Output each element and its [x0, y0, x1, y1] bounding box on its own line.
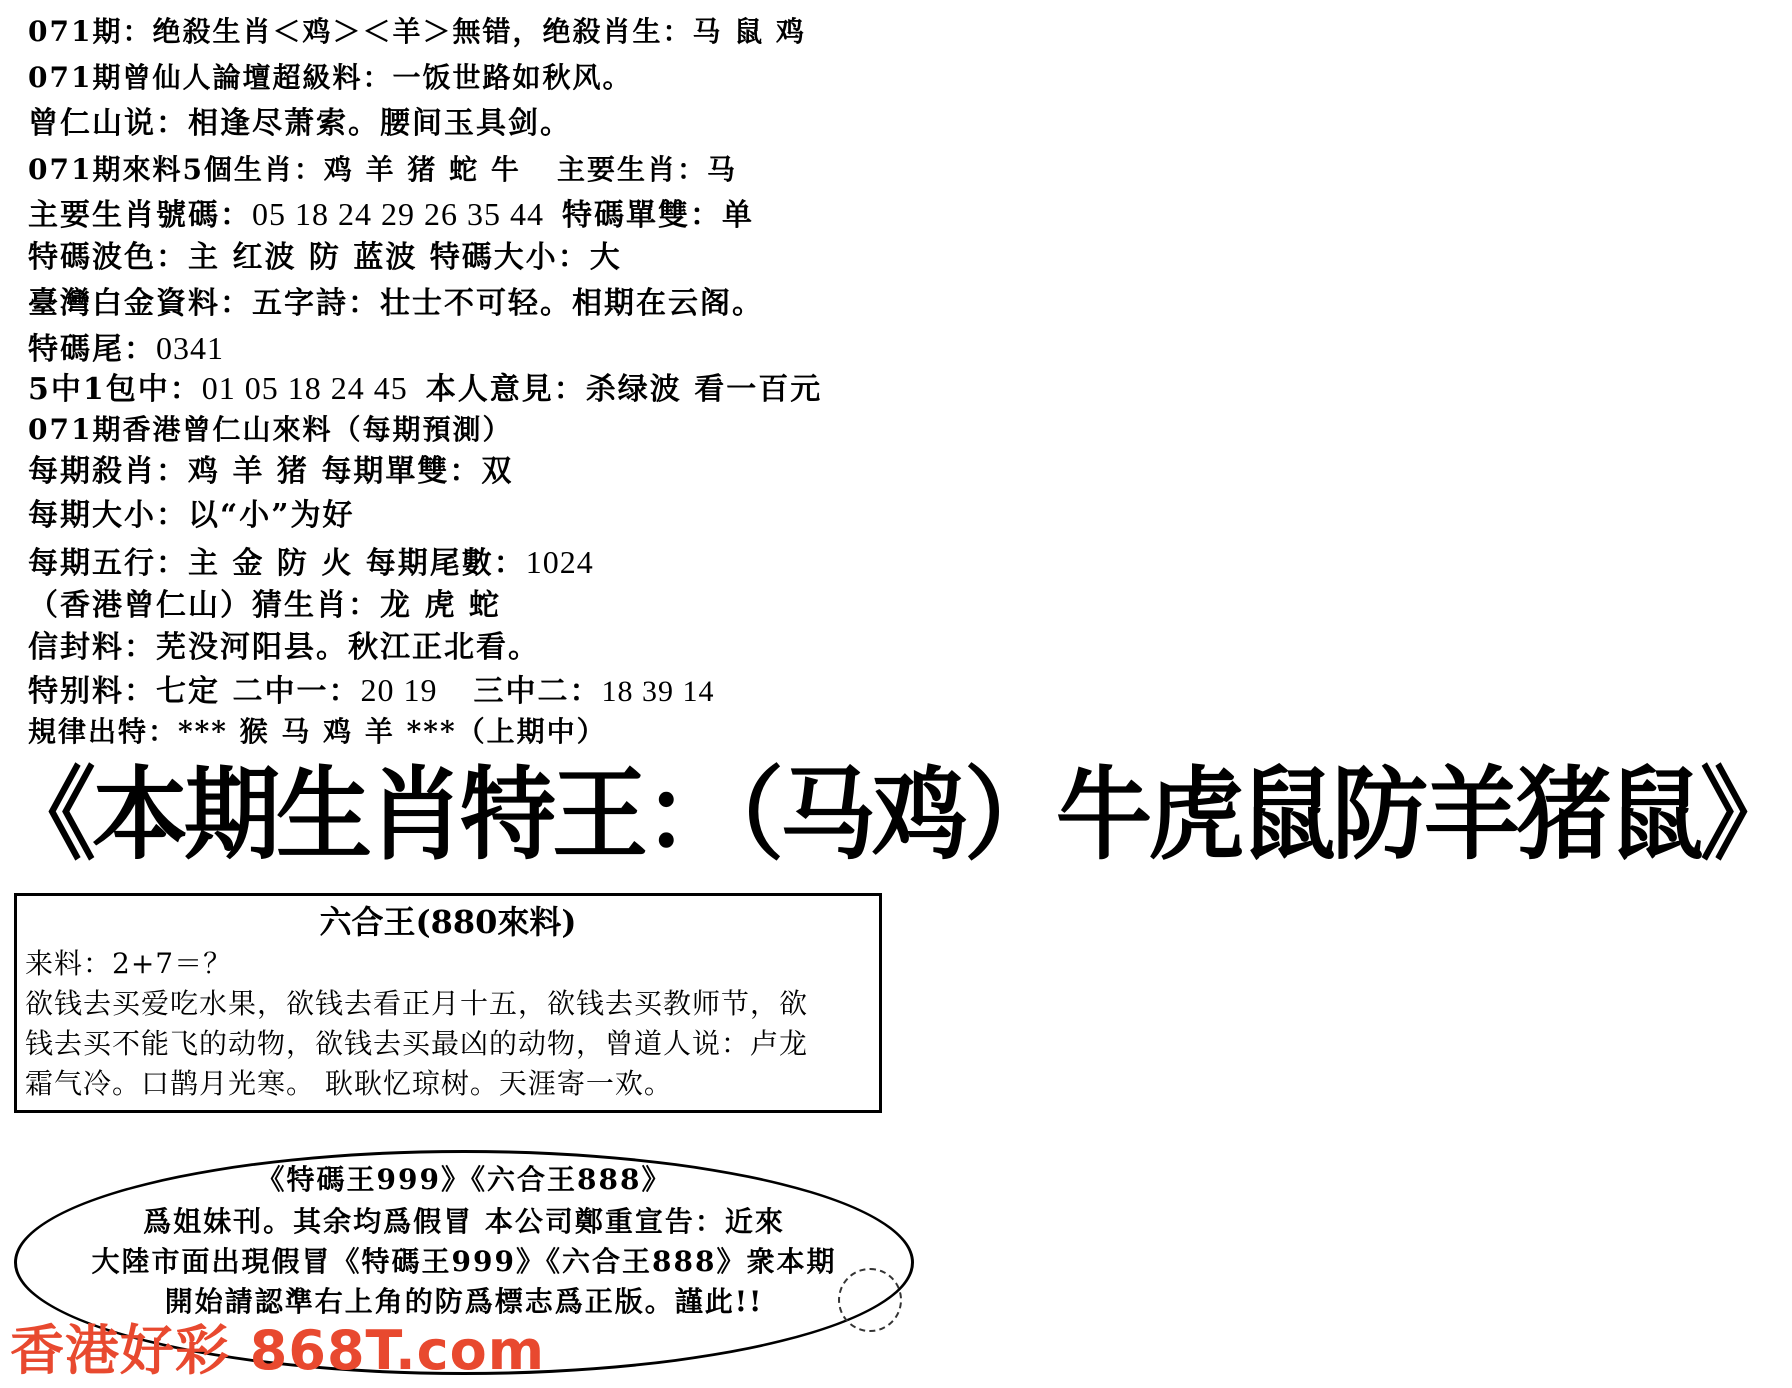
line-hk-forecast: 071期香港曾仁山來料（每期預測）	[28, 413, 513, 446]
five-pick-one-label: 5中1包中：	[28, 372, 202, 407]
three-pick-two-numbers: 18 39 14	[601, 675, 715, 708]
line-envelope: 信封料：芜没河阳县。秋江正北看。	[28, 630, 540, 665]
five-zodiac-text: 071期來料5個生肖：鸡 羊 猪 蛇 牛	[28, 153, 521, 186]
line-zeng-says: 曾仁山说：相逢尽萧索。腰间玉具剑。	[28, 106, 572, 141]
line-forum-material: 071期曾仙人論壇超級料：一饭世路如秋风。	[28, 61, 633, 94]
notice-line-1: 《特碼王999》《六合王888》	[256, 1163, 672, 1196]
anti-counterfeit-stamp	[838, 1268, 902, 1332]
main-numbers: 05 18 24 29 26 35 44	[252, 196, 544, 232]
notice-line-3: 大陸市面出現假冒《特碼王999》《六合王888》衆本期	[91, 1245, 837, 1278]
main-zodiac-text: 主要生肖：马	[556, 153, 737, 186]
line-wave-color: 特碼波色：主 红波 防 蓝波 特碼大小：大	[28, 240, 622, 275]
line-five-pick-one	[28, 368, 822, 410]
special-king-banner: 《本期生肖特王：（马鸡）牛虎鼠防羊猪鼠》	[0, 756, 1792, 874]
two-pick-one-numbers: 20 19	[360, 672, 438, 708]
box-line-2: 欲钱去买爱吃水果，欲钱去看正月十五，欲钱去买教师节，欲	[25, 987, 809, 1020]
line-tail-numbers	[28, 328, 224, 370]
box-line-1: 来料：2+7＝？	[25, 947, 233, 980]
line-big-small: 每期大小：以“小”为好	[28, 498, 355, 533]
line-special-material	[28, 670, 714, 712]
line-kill-zodiac-each: 每期殺肖：鸡 羊 猪 每期單雙：双	[28, 454, 514, 489]
five-elements-text: 每期五行：主 金 防 火 每期尾數：	[28, 546, 526, 581]
special-label: 特别料：七定 二中一：	[28, 674, 361, 709]
three-pick-two-label: 三中二：	[473, 674, 602, 709]
five-pick-one-numbers: 01 05 18 24 45	[201, 370, 408, 406]
line-five-elements	[28, 542, 594, 584]
tail-numbers: 0341	[156, 330, 224, 366]
site-watermark: 香港好彩 868T.com	[10, 1319, 546, 1382]
line-taiwan-material: 臺灣白金資料：五字詩：壮士不可轻。相期在云阁。	[28, 286, 764, 321]
line-five-zodiac	[28, 150, 737, 190]
line-kill-zodiac: 071期：绝殺生肖＜鸡＞＜羊＞無错，绝殺肖生：马 鼠 鸡	[28, 15, 806, 48]
personal-opinion-text: 本人意見：杀绿波 看一百元	[425, 372, 823, 407]
tail-count-number: 1024	[525, 544, 594, 580]
box-line-3: 钱去买不能飞的动物，欲钱去买最凶的动物，曾道人说：卢龙	[25, 1027, 809, 1060]
notice-line-4: 開始請認準右上角的防爲標志爲正版。謹此!!	[164, 1285, 764, 1318]
line-pattern: 規律出特：*** 猴 马 鸡 羊 ***（上期中）	[28, 715, 607, 748]
main-numbers-label: 主要生肖號碼：	[28, 198, 252, 233]
tail-label: 特碼尾：	[28, 332, 156, 367]
line-main-numbers	[28, 194, 754, 236]
notice-line-2: 爲姐妹刊。其余均爲假冒 本公司鄭重宣告：近來	[143, 1205, 785, 1238]
box-title: 六合王(880來料)	[319, 903, 577, 941]
box-line-4: 霜气冷。口鹊月光寒。 耿耿忆琼树。天涯寄一欢。	[25, 1067, 673, 1100]
line-guess-zodiac: （香港曾仁山）猜生肖：龙 虎 蛇	[28, 588, 501, 623]
odd-even-text: 特碼單雙：单	[562, 198, 754, 233]
liuhe-king-box	[14, 893, 882, 1113]
